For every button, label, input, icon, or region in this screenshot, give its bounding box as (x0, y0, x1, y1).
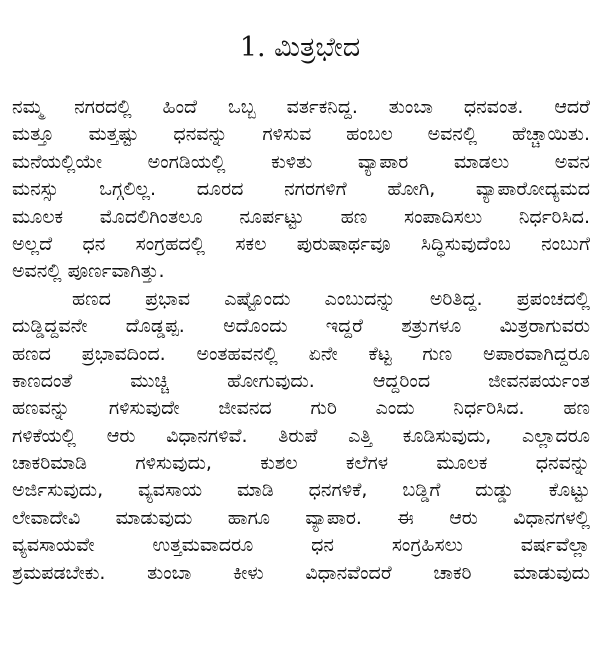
text-line: ಶ್ರಮಪಡಬೇಕು. ತುಂಬಾ ಕೀಳು ವಿಧಾನವೆಂದರೆ ಚಾಕರಿ ಮಾಡುವುದು (12, 561, 590, 584)
text-line: ಲೇವಾದೇವಿ ಮಾಡುವುದು ಹಾಗೂ ವ್ಯಾಪಾರ. ಈ ಆರು ವಿಧಾನಗಳಲ್ಲಿ (12, 506, 590, 529)
text-line: ಅವನಲ್ಲಿ ಪೂರ್ಣವಾಗಿತ್ತು. (12, 260, 165, 283)
text-line: ವ್ಯವಸಾಯವೇ ಉತ್ತಮವಾದರೂ ಧನ ಸಂಗ್ರಹಿಸಲು ವರ್ಷವೆಲ್ಲಾ (12, 534, 590, 557)
paragraph-1 (12, 94, 590, 286)
paragraph-2 (12, 286, 590, 587)
text-line: ಗಳಿಕೆಯಲ್ಲಿ ಆರು ವಿಧಾನಗಳಿವೆ. ತಿರುಪೆ ಎತ್ತಿ ಕೂಡಿಸುವುದು, ಎಲ್ಲಾದರೂ (12, 424, 590, 447)
text-line: ಅರ್ಜಿಸುವುದು, ವ್ಯವಸಾಯ ಮಾಡಿ ಧನಗಳಿಕೆ, ಬಡ್ಡಿಗೆ ದುಡ್ಡು ಕೊಟ್ಟು (12, 479, 590, 502)
text-line: ಹಣದ ಪ್ರಭಾವ ಎಷ್ಟೊಂದು ಎಂಬುದನ್ನು ಅರಿತಿದ್ದ. ಪ್ರಪಂಚದಲ್ಲಿ (72, 287, 590, 310)
text-line: ಕಾಣದಂತೆ ಮುಚ್ಚಿ ಹೋಗುವುದು. ಆದ್ದರಿಂದ ಜೀವನಪರ್ಯಂತ (12, 369, 590, 392)
text-line: ಮನಸ್ಸು ಒಗ್ಗಲಿಲ್ಲ. ದೂರದ ನಗರಗಳಿಗೆ ಹೋಗಿ, ವ್ಯಾಪಾರೋದ್ಯಮದ (12, 178, 590, 201)
text-line: ನಮ್ಮ ನಗರದಲ್ಲಿ ಹಿಂದೆ ಒಬ್ಬ ವರ್ತಕನಿದ್ದ. ತುಂಬಾ ಧನವಂತ. ಆದರೆ (12, 96, 590, 118)
text-line: ಅಲ್ಲದೆ ಧನ ಸಂಗ್ರಹದಲ್ಲಿ ಸಕಲ ಪುರುಷಾರ್ಥವೂ ಸಿದ್ಧಿಸುವುದೆಂಬ ನಂಬುಗೆ (12, 232, 590, 255)
chapter-body (12, 94, 590, 587)
text-line: ಮನೆಯಲ್ಲಿಯೇ ಅಂಗಡಿಯಲ್ಲಿ ಕುಳಿತು ವ್ಯಾಪಾರ ಮಾಡಲು ಅವನ (12, 150, 590, 173)
text-line: ಹಣವನ್ನು ಗಳಿಸುವುದೇ ಜೀವನದ ಗುರಿ ಎಂದು ನಿರ್ಧರಿಸಿದ. ಹಣ (12, 397, 590, 420)
text-line: ಮತ್ತೂ ಮತ್ತಷ್ಟು ಧನವನ್ನು ಗಳಿಸುವ ಹಂಬಲ ಅವನಲ್ಲಿ ಹೆಚ್ಚಾಯಿತು. (12, 123, 590, 146)
text-line: ದುಡ್ಡಿದ್ದವನೇ ದೊಡ್ಡಪ್ಪ. ಅದೊಂದು ಇದ್ದರೆ ಶತ್ರುಗಳೂ ಮಿತ್ರರಾಗುವರು (12, 315, 590, 338)
text-line: ಚಾಕರಿಮಾಡಿ ಗಳಿಸುವುದು, ಕುಶಲ ಕಲೆಗಳ ಮೂಲಕ ಧನವನ್ನು (12, 452, 590, 475)
text-line: ಹಣದ ಪ್ರಭಾವದಿಂದ. ಅಂತಹವನಲ್ಲಿ ಏನೇ ಕೆಟ್ಟ ಗುಣ ಅಪಾರವಾಗಿದ್ದರೂ (12, 342, 590, 365)
chapter-title: 1. ಮಿತ್ರಭೇದ (239, 32, 361, 63)
text-line: ಮೂಲಕ ಮೊದಲಿಗಿಂತಲೂ ನೂರ್ಪಟ್ಟು ಹಣ ಸಂಪಾದಿಸಲು ನಿರ್ಧರಿಸಿದ. (12, 205, 590, 228)
